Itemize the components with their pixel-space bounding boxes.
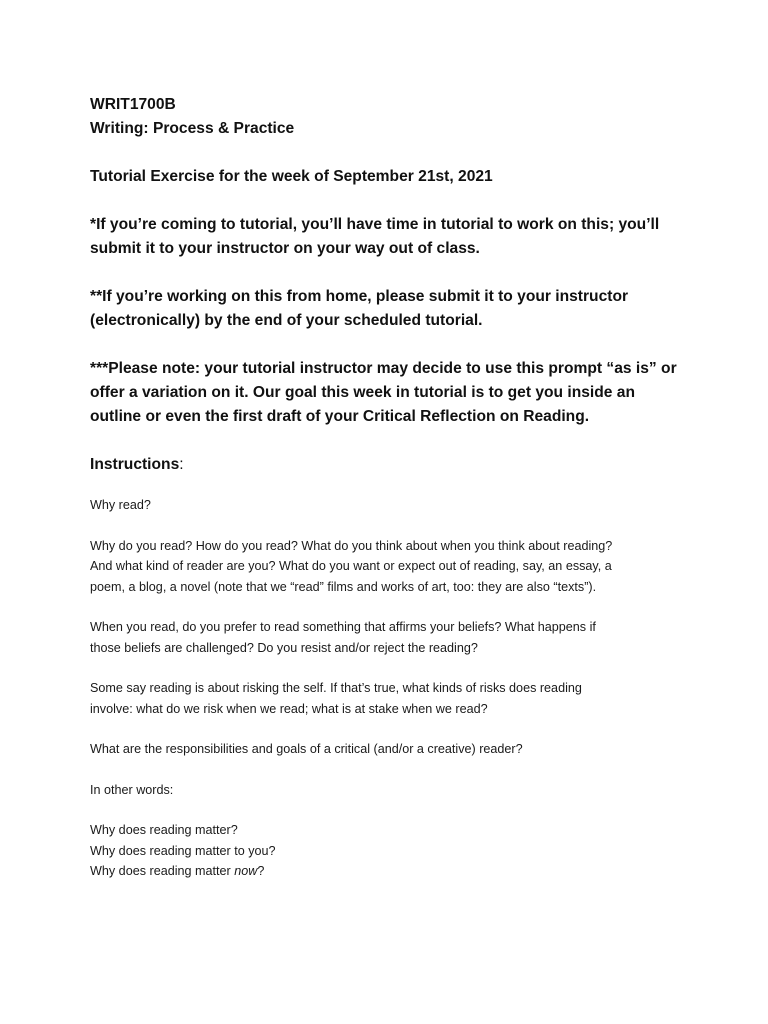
instructions-label: Instructions bbox=[90, 456, 180, 473]
paragraph-beliefs bbox=[90, 617, 690, 658]
note-line: *If you’re coming to tutorial, you’ll have time in tutorial to work on this; you’ll bbox=[90, 216, 660, 233]
in-other-words: In other words: bbox=[90, 782, 174, 797]
instructions-body bbox=[90, 495, 690, 882]
question-emphasis: now bbox=[234, 864, 258, 878]
question-prefix: Why does reading matter bbox=[90, 864, 235, 878]
paragraph-line: When you read, do you prefer to read something that affirms your beliefs? What happens if bbox=[90, 620, 596, 634]
paragraph-line: Why do you read? How do you read? What do you think about when you think about reading? bbox=[90, 538, 613, 553]
note-instructor-variation bbox=[90, 357, 690, 429]
paragraph-line: those beliefs are challenged? Do you resist and/or reject the reading? bbox=[90, 640, 478, 655]
note-line: ***Please note: your tutorial instructor may decide to use this prompt “as is” or bbox=[90, 360, 677, 377]
note-line: outline or even the first draft of your Critical Reflection on Reading. bbox=[90, 408, 590, 425]
closing-questions bbox=[90, 820, 690, 882]
instructions-heading bbox=[90, 453, 690, 477]
document-header bbox=[90, 93, 690, 477]
paragraph-reading-habits bbox=[90, 536, 690, 598]
question-suffix: ? bbox=[257, 864, 265, 878]
question-line: Why does reading matter? bbox=[90, 823, 238, 837]
paragraph-line: And what kind of reader are you? What do you want or expect out of reading, say, an essay, a bbox=[90, 559, 612, 573]
exercise-title: Tutorial Exercise for the week of September 21st, 2021 bbox=[90, 168, 493, 185]
why-read-prompt: Why read? bbox=[90, 498, 151, 512]
question-line bbox=[90, 861, 690, 882]
note-line: submit it to your instructor on your way out of class. bbox=[90, 240, 480, 257]
question-line: Why does reading matter to you? bbox=[90, 843, 276, 858]
paragraph-line: Some say reading is about risking the self. If that’s true, what kinds of risks does reading bbox=[90, 681, 582, 695]
instructions-colon: : bbox=[179, 456, 184, 473]
note-from-home bbox=[90, 285, 690, 333]
note-in-class bbox=[90, 213, 690, 261]
course-code: WRIT1700B bbox=[90, 96, 176, 113]
note-line: offer a variation on it. Our goal this week in tutorial is to get you inside an bbox=[90, 384, 635, 401]
paragraph-line: poem, a blog, a novel (note that we “read” films and works of art, too: they are also “texts”). bbox=[90, 579, 597, 594]
note-line: **If you’re working on this from home, please submit it to your instructor bbox=[90, 288, 629, 305]
course-title: Writing: Process & Practice bbox=[90, 120, 295, 137]
paragraph-line: involve: what do we risk when we read; what is at stake when we read? bbox=[90, 701, 488, 716]
document-page bbox=[90, 93, 690, 882]
paragraph-risk bbox=[90, 678, 690, 719]
paragraph-responsibilities: What are the responsibilities and goals of a critical (and/or a creative) reader? bbox=[90, 742, 523, 756]
note-line: (electronically) by the end of your scheduled tutorial. bbox=[90, 312, 483, 329]
